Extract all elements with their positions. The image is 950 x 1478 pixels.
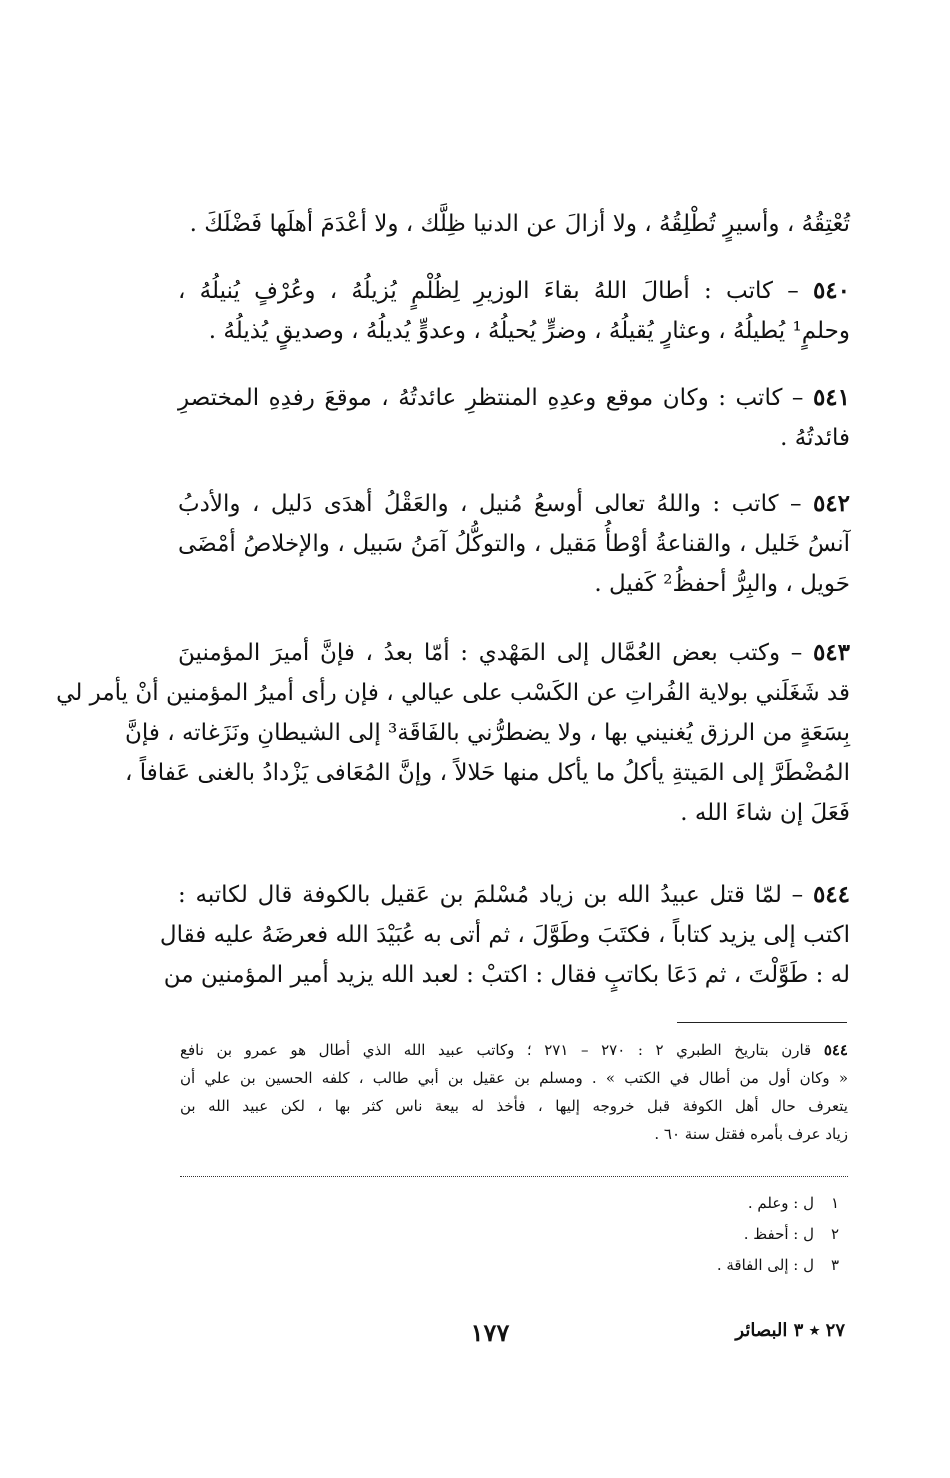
paragraph-number: ٥٤٠ <box>812 277 850 304</box>
text-line: وحلمٍ¹ يُطيلُهُ ، وعثارٍ يُقيلُهُ ، وضرٍّ يُحيلُهُ ، وعدوٍّ يُديلُهُ ، وصديقٍ يُذيلُهُ . <box>208 318 850 344</box>
paragraph-542 <box>178 484 850 604</box>
paragraph-continuation <box>178 204 850 244</box>
text-line: فائدتُهُ . <box>780 425 850 451</box>
footnote-line: « وكان أول من أطال في الكتب » . ومسلم بن عقيل بن أبي طالب ، كلفه الحسين بن علي أن <box>180 1069 848 1087</box>
footnote-number: ٥٤٤ <box>823 1041 848 1059</box>
text-line-content: – وكتب بعض العُمَّال إلى المَهْدي : أمّا بعدُ ، فإنَّ أميرَ المؤمنينَ <box>178 640 803 666</box>
text-line-content: – كاتب : واللهُ تعالى أوسعُ مُنيل ، والعَقْلُ أهدَى دَليل ، والأدبُ <box>178 491 802 517</box>
variant-number: ٢ <box>830 1225 840 1243</box>
variant-number: ١ <box>830 1194 840 1212</box>
paragraph-number: ٥٤٤ <box>812 881 851 908</box>
footnote-line: يتعرف حال أهل الكوفة قبل خروجه إليها ، فأخذ له بيعة ناس كثر بها ، لكن عبيد الله بن <box>180 1097 848 1115</box>
variants-divider <box>180 1176 848 1177</box>
text-line <box>178 271 850 311</box>
variant-text: ل : إلى الفاقة . <box>716 1256 814 1274</box>
paragraph-number: ٥٤٣ <box>812 639 851 666</box>
text-line: له : طَوَّلْتَ ، ثم دَعَا بكاتبٍ فقال : اكتبْ : لعبد الله يزيد أمير المؤمنين من <box>163 962 850 988</box>
variant-note <box>717 1250 842 1281</box>
text-line: بِسَعَةٍ من الرزق يُغنيني بها ، ولا يضطرُّني بالفَاقَة³ إلى الشيطانِ ونَزَغاته ، فإنَّ <box>125 720 850 746</box>
text-line <box>178 484 850 524</box>
text-line: آنسُ خَليل ، والقناعةُ أوْطأُ مَقيل ، والتوكُّلُ آمَنُ سَبيل ، والإخلاصُ أمْضَى <box>178 531 850 557</box>
paragraph-543 <box>56 633 851 833</box>
text-line: المُضْطَرَّ إلى المَيتةِ يأكلُ ما يأكل منها حَلالاً ، وإنَّ المُعَافى يَزْدادُ بالغنى عَفافاً ، <box>125 760 850 786</box>
footnote-line-content: قارن بتاريخ الطبري ٢ : ٢٧٠ – ٢٧١ ؛ وكاتب عبيد الله الذي أطال هو عمرو بن نافع <box>180 1041 812 1059</box>
paragraph-541 <box>178 378 850 458</box>
variant-number: ٣ <box>830 1256 840 1274</box>
variant-text: ل : وعلم . <box>747 1194 814 1212</box>
footnote-line: زياد عرف بأمره فقتل سنة ٦٠ . <box>654 1125 848 1143</box>
text-line: اكتب إلى يزيد كتاباً ، فكتَبَ وطَوَّلَ ، ثم أتى به عُبَيْدَ الله فعرضَهُ عليه فقال <box>159 922 850 948</box>
paragraph-540 <box>178 271 850 351</box>
text-line <box>178 875 850 915</box>
text-line-content: – لمّا قتل عبيدُ الله بن زياد مُسْلمَ بن عَقيل بالكوفة قال لكاتبه : <box>178 882 804 908</box>
page-number: ١٧٧ <box>470 1318 510 1347</box>
footnote-544 <box>180 1036 848 1148</box>
text-line <box>178 633 850 673</box>
text-line: حَويل ، والبِرُّ أحفظُ² كَفيل . <box>594 571 850 597</box>
text-line-content: – كاتب : أطالَ اللهُ بقاءَ الوزيرِ لِظُلْمٍ يُزيلُهُ ، وعُرْفٍ يُنيلُهُ ، <box>178 278 799 304</box>
text-line: قد شَغَلَني بولاية الفُراتِ عن الكَسْب على عيالي ، فإن رأى أميرُ المؤمنين أنْ يأمر لي <box>56 680 850 706</box>
variant-note <box>717 1219 842 1250</box>
variant-notes <box>717 1188 842 1281</box>
text-line: فَعَلَ إن شاءَ الله . <box>680 800 850 826</box>
text-line-content: – كاتب : وكان موقع وعدِهِ المنتظرِ عائدتُهُ ، موقعَ رفدِهِ المختصرِ <box>178 385 804 411</box>
variant-text: ل : أحفظ . <box>743 1225 814 1243</box>
paragraph-544 <box>159 875 851 995</box>
paragraph-number: ٥٤٢ <box>812 490 851 517</box>
text-line: تُعْتِقُهُ ، وأسيرٍ تُطْلِقُهُ ، ولا أزالَ عن الدنيا ظِلَّك ، ولا أعْدَمَ أهلَها فَضْلَكَ . <box>189 211 850 237</box>
printer-signature: ٢٧ ٭ ٣ البصائر <box>735 1320 845 1341</box>
text-line <box>178 378 850 418</box>
paragraph-number: ٥٤١ <box>812 384 851 411</box>
variant-note <box>717 1188 842 1219</box>
footnote-divider <box>677 1022 847 1023</box>
footnote-line <box>180 1036 848 1064</box>
